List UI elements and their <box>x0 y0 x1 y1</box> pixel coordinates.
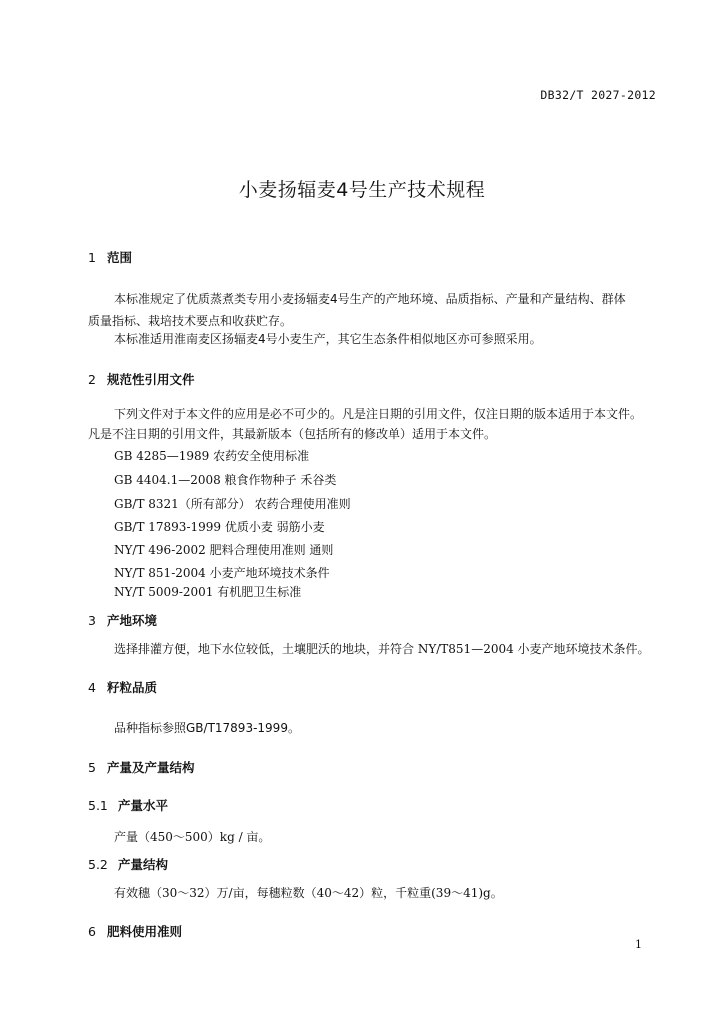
section-title: 范围 <box>107 250 133 265</box>
section-1-paragraph-2: 本标准适用淮南麦区扬辐麦4号小麦生产，其它生态条件相似地区亦可参照采用。 <box>114 332 542 346</box>
page-number: 1 <box>635 938 642 951</box>
section-5-1-heading <box>88 796 168 814</box>
section-title: 产量及产量结构 <box>107 760 195 775</box>
section-number: 2 <box>88 372 96 387</box>
section-number: 5.1 <box>88 798 108 813</box>
section-title: 规范性引用文件 <box>107 372 195 387</box>
section-3-heading <box>88 611 157 629</box>
section-1-paragraph-1-line-1: 本标准规定了优质蒸煮类专用小麦扬辐麦4号生产的产地环境、品质指标、产量和产量结构、群体 <box>114 292 626 306</box>
reference-item: NY/T 851-2004 小麦产地环境技术条件 <box>114 566 330 580</box>
section-title: 产地环境 <box>107 613 158 628</box>
section-5-heading <box>88 758 195 776</box>
reference-item: GB/T 17893-1999 优质小麦 弱筋小麦 <box>114 520 325 534</box>
reference-item: GB 4404.1—2008 粮食作物种子 禾谷类 <box>114 473 337 487</box>
section-title: 籽粒品质 <box>107 680 158 695</box>
reference-item: GB/T 8321（所有部分） 农药合理使用准则 <box>114 497 351 511</box>
section-4-heading <box>88 678 157 696</box>
section-title: 产量结构 <box>118 857 169 872</box>
section-2-intro-line-1: 下列文件对于本文件的应用是必不可少的。凡是注日期的引用文件，仅注日期的版本适用于本文件。 <box>114 407 643 421</box>
document-number: DB32/T 2027-2012 <box>540 88 656 102</box>
section-number: 5.2 <box>88 857 108 872</box>
section-1-heading <box>88 248 132 266</box>
reference-item: NY/T 5009-2001 有机肥卫生标准 <box>114 585 302 599</box>
section-number: 6 <box>88 924 96 939</box>
section-5-1-text: 产量（450～500）kg / 亩。 <box>114 830 271 844</box>
section-6-heading <box>88 922 182 940</box>
section-5-2-text: 有效穗（30～32）万/亩，每穗粒数（40～42）粒，千粒重(39～41)g。 <box>114 886 503 900</box>
section-5-2-heading <box>88 855 168 873</box>
section-title: 肥料使用准则 <box>107 924 183 939</box>
reference-item: NY/T 496-2002 肥料合理使用准则 通则 <box>114 543 334 557</box>
section-number: 3 <box>88 613 96 628</box>
section-2-intro-line-2: 凡是不注日期的引用文件，其最新版本（包括所有的修改单）适用于本文件。 <box>88 427 497 441</box>
section-number: 5 <box>88 760 96 775</box>
section-3-text: 选择排灌方便，地下水位较低，土壤肥沃的地块，并符合 NY/T851—2004 小麦产地环境技术条件。 <box>114 642 650 656</box>
section-title: 产量水平 <box>118 798 169 813</box>
section-2-heading <box>88 370 195 388</box>
section-number: 1 <box>88 250 96 265</box>
section-number: 4 <box>88 680 96 695</box>
page-title: 小麦扬辐麦4号生产技术规程 <box>238 179 486 201</box>
section-1-paragraph-1-line-2: 质量指标、栽培技术要点和收获贮存。 <box>88 314 293 328</box>
reference-item: GB 4285—1989 农药安全使用标准 <box>114 449 310 463</box>
section-4-text: 品种指标参照GB/T17893-1999。 <box>114 721 300 735</box>
